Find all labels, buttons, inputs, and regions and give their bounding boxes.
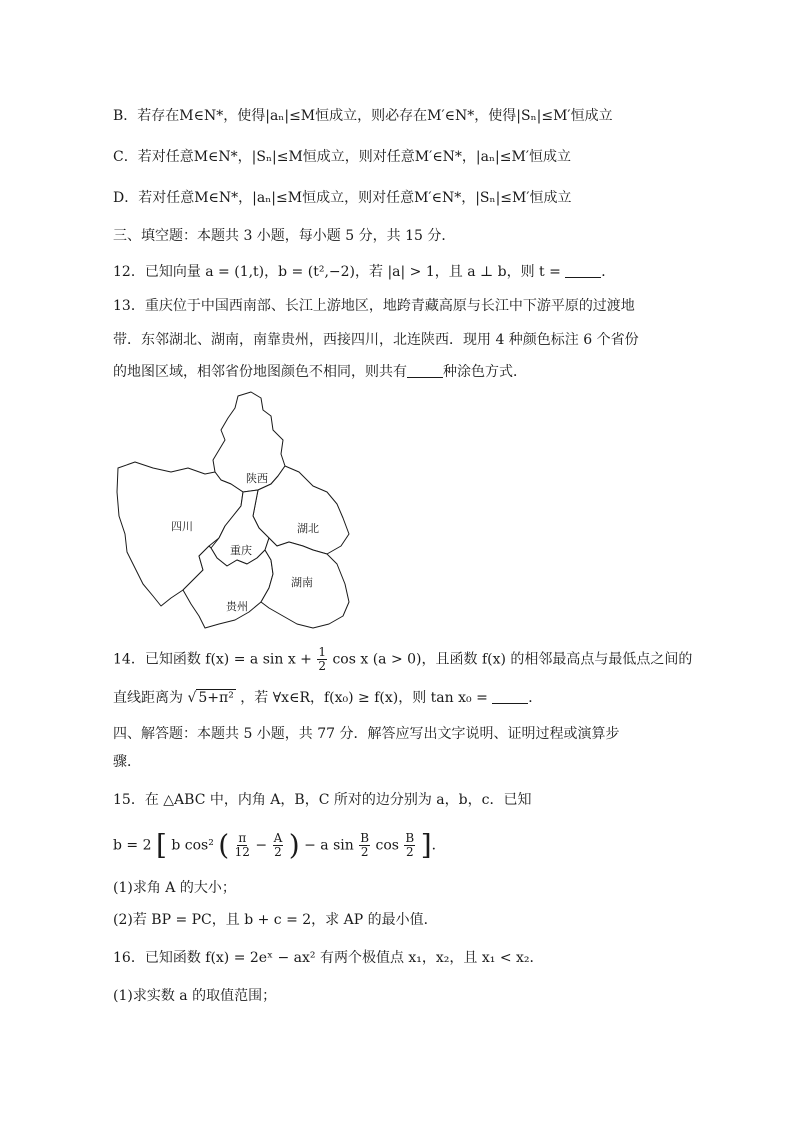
paren-open: ( [218, 828, 230, 862]
option-d: D．若对任意M∈N*，|aₙ|≤M恒成立，则对任意M′∈N*，|Sₙ|≤M′恒成立 [113, 190, 572, 206]
section-4-heading-line-2: 骤． [113, 754, 141, 770]
answer-blank [492, 689, 528, 704]
fraction-half [317, 646, 327, 673]
formula-end: ． [431, 837, 446, 854]
option-c: C．若对任意M∈N*，|Sₙ|≤M恒成立，则对任意M′∈N*，|aₙ|≤M′恒成立 [113, 149, 572, 165]
bracket-close: ] [420, 828, 432, 862]
section-3-heading: 三、填空题：本题共 3 小题，每小题 5 分，共 15 分． [113, 228, 456, 244]
paren-close: ) [288, 828, 300, 862]
question-15-formula [113, 828, 446, 862]
fraction-b-2-second: $\frac{B}{2}$ [405, 831, 415, 859]
fraction-pi-12: $\frac{\pi}{12}$ [234, 831, 250, 859]
province-map [113, 388, 353, 633]
fraction-a-2: $\frac{A}{2}$ [273, 831, 283, 859]
question-14-text-a: 14．已知函数 f(x) = a sin x + [113, 651, 312, 668]
label-guizhou: 贵州 [226, 600, 248, 613]
question-16-line-1: 16．已知函数 f(x) = 2eˣ − ax² 有两个极值点 x₁，x₂，且 x₁ < x₂． [113, 950, 544, 966]
question-15-part-1: (1)求角 A 的大小； [113, 880, 236, 896]
question-13-text-b: 种涂色方式． [443, 364, 527, 380]
formula-bcos: b cos² [171, 837, 214, 854]
question-12: 12．已知向量 a = (1,t)，b = (t²,−2)，若 |a| > 1，且 a ⊥ b，则 t = ． [113, 264, 616, 280]
label-sichuan: 四川 [171, 520, 193, 533]
label-hunan: 湖南 [291, 576, 313, 589]
section-4-heading-line-1: 四、解答题：本题共 5 小题，共 77 分．解答应写出文字说明、证明过程或演算步 [113, 726, 620, 742]
question-14-line-1 [113, 646, 692, 673]
formula-asin: − a sin [304, 837, 354, 854]
bracket-open: [ [155, 828, 167, 862]
label-hubei: 湖北 [297, 522, 319, 535]
question-13-line-3 [113, 362, 527, 382]
question-13-line-1: 13．重庆位于中国西南部、长江上游地区，地跨青藏高原与长江中下游平原的过渡地 [113, 298, 635, 314]
answer-blank [565, 263, 601, 278]
question-15-line-1: 15．在 △ABC 中，内角 A，B，C 所对的边分别为 a，b，c．已知 [113, 792, 532, 808]
option-b: B．若存在M∈N*，使得|aₙ|≤M恒成立，则必存在M′∈N*，使得|Sₙ|≤M′恒成立 [113, 108, 613, 124]
question-14-text-c2: ，若 ∀x∈R，f(x₀) ≥ f(x)，则 tan x₀ = [240, 690, 488, 706]
question-13-text-a: 的地图区域，相邻省份地图颜色不相同，则共有 [113, 364, 407, 380]
question-14-text-c1: 直线距离为 [113, 690, 183, 706]
formula-minus: − [255, 837, 268, 854]
question-15-part-2: (2)若 BP = PC，且 b + c = 2，求 AP 的最小值． [113, 912, 438, 928]
formula-cos: cos [375, 837, 399, 854]
question-14-text-b: cos x (a > 0)，且函数 f(x) 的相邻最高点与最低点之间的 [332, 651, 693, 668]
sqrt-expression: √ 5+π² [187, 690, 234, 706]
question-12-text: 12．已知向量 a = (1,t)，b = (t²,−2)，若 |a| > 1，且 a ⊥ b，则 t = [113, 264, 561, 280]
answer-blank [407, 363, 443, 378]
fraction-numerator: 1 [318, 645, 326, 659]
province-map-svg [113, 388, 353, 633]
label-chongqing: 重庆 [230, 544, 252, 557]
question-14-line-2: 直线距离为 √ 5+π² ，若 ∀x∈R，f(x₀) ≥ f(x)，则 tan x₀ = ． [113, 690, 543, 706]
question-13-line-2: 带．东邻湖北、湖南，南靠贵州，西接四川，北连陕西．现用 4 种颜色标注 6 个省份 [113, 332, 639, 348]
label-shaanxi: 陕西 [246, 472, 268, 485]
formula-b: b = 2 [113, 837, 152, 854]
fraction-b-2: $\frac{B}{2}$ [360, 831, 370, 859]
question-16-part-1: (1)求实数 a 的取值范围； [113, 988, 277, 1004]
sqrt-content: 5+π² [198, 690, 234, 706]
fraction-denominator: 2 [318, 659, 326, 673]
